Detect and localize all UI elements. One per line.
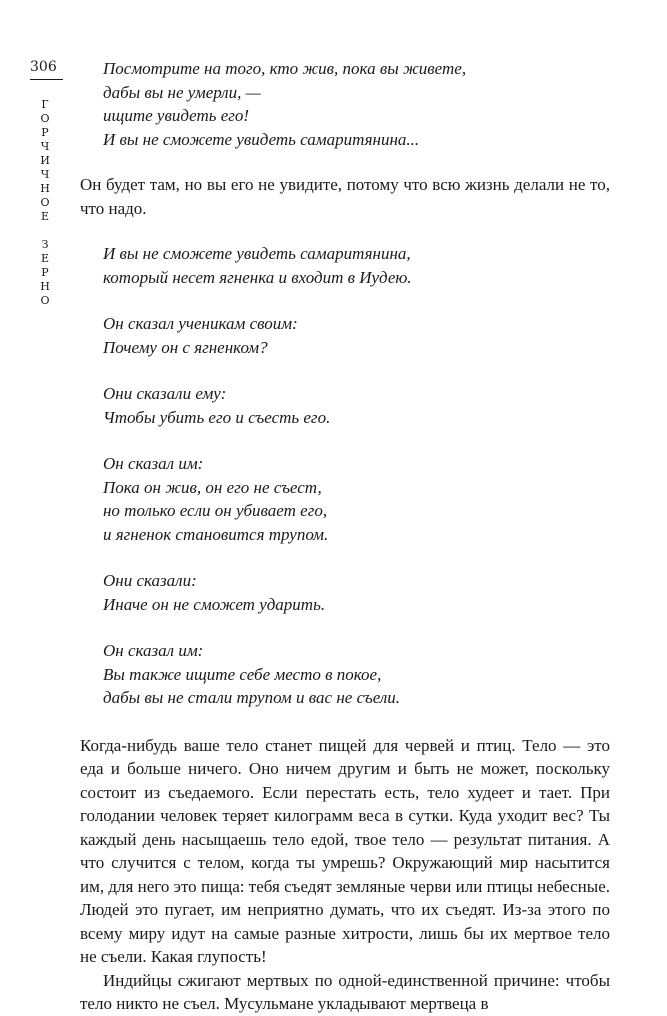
running-title-letter: Е bbox=[40, 210, 50, 223]
verse-stanza-1 bbox=[103, 57, 610, 151]
running-title-letter: З bbox=[41, 238, 49, 251]
verse-line: Он сказал ученикам своим: bbox=[103, 314, 298, 333]
verse-line: Он сказал им: bbox=[103, 454, 204, 473]
prose-paragraph-2: Когда-нибудь ваше тело станет пищей для червей и птиц. Тело — это еда и больше ничего. Оно ничем другим и быть не может, поскольку состоит из съедаемого. Если перестать есть, тело худеет и тает. При голодании человек теряет килограмм веса в сутки. Куда уходит вес? Ты каждый день насыщаешь тело едой, твое тело — результат питания. А что случится с телом, когда ты умрешь? Окружающий мир насытится им, для него это пища: тебя съедят земляные черви или птицы небесные. Людей это пугает, им неприятно думать, что их съедят. Из-за этого по всему миру идут на самые разные хитрости, лишь бы их мертвое тело не съели. Какая глупость! bbox=[80, 735, 610, 966]
running-title-letter: Е bbox=[40, 252, 50, 265]
verse-line: дабы вы не стали трупом и вас не съели. bbox=[103, 688, 400, 707]
verse-stanza-2 bbox=[103, 242, 610, 289]
running-title-letter: О bbox=[40, 196, 50, 209]
running-title-letter: Н bbox=[40, 182, 50, 195]
verse-line: ищите увидеть его! bbox=[103, 106, 250, 125]
verse-line: Чтобы убить его и съесть его. bbox=[103, 407, 331, 427]
page-body bbox=[80, 57, 610, 1016]
verse-line: Пока он жив, он его не съест, bbox=[103, 477, 322, 497]
running-title-letter: Р bbox=[41, 126, 49, 139]
prose-paragraph-3: Индийцы сжигают мертвых по одной-единственной причине: чтобы тело никто не съел. Мусульмане укладывают мертвеца в bbox=[80, 970, 610, 1013]
verse-stanza-7 bbox=[103, 639, 610, 710]
running-title-letter: Н bbox=[40, 280, 50, 293]
verse-stanza-5 bbox=[103, 452, 610, 546]
running-title-letter: Р bbox=[41, 266, 49, 279]
running-title-letter: Г bbox=[41, 98, 49, 111]
verse-line: Вы также ищите себе место в покое, bbox=[103, 664, 382, 684]
prose-paragraph-1: Он будет там, но вы его не увидите, потому что всю жизнь делали не то, что надо. bbox=[80, 175, 610, 218]
page-number-rule bbox=[30, 79, 63, 80]
page-number: 306 bbox=[30, 59, 57, 75]
verse-line: И вы не сможете увидеть самаритянина, bbox=[103, 244, 411, 263]
running-title-letter: Ч bbox=[40, 140, 50, 153]
verse-stanza-6 bbox=[103, 569, 610, 616]
running-title-letter: И bbox=[40, 154, 50, 167]
verse-line: но только если он убивает его, bbox=[103, 501, 328, 520]
verse-line: дабы вы не умерли, — bbox=[103, 82, 261, 102]
verse-line: который несет ягненка и входит в Иудею. bbox=[103, 267, 412, 287]
running-title-letter: О bbox=[40, 112, 50, 125]
verse-line: Посмотрите на того, кто жив, пока вы живете, bbox=[103, 59, 467, 78]
running-title-letter: Ч bbox=[40, 168, 50, 181]
running-title bbox=[38, 98, 52, 308]
verse-line: Они сказали ему: bbox=[103, 384, 227, 403]
verse-stanza-4 bbox=[103, 382, 610, 429]
running-title-letter: О bbox=[40, 294, 50, 307]
verse-line: Он сказал им: bbox=[103, 641, 204, 660]
verse-line: и ягненок становится трупом. bbox=[103, 524, 329, 544]
verse-line: Иначе он не сможет ударить. bbox=[103, 594, 326, 614]
running-title-space bbox=[38, 224, 52, 238]
verse-line: Почему он с ягненком? bbox=[103, 337, 268, 357]
verse-line: Они сказали: bbox=[103, 571, 197, 590]
verse-line: И вы не сможете увидеть самаритянина... bbox=[103, 129, 420, 149]
verse-stanza-3 bbox=[103, 312, 610, 359]
